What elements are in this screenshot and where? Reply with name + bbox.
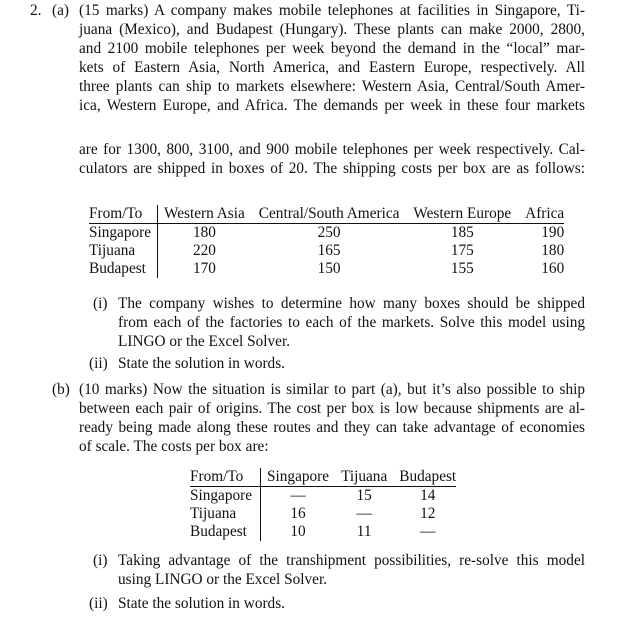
table-cell: 180 [541,242,565,259]
part-a-line: culators are shipped in boxes of 20. The shipping costs per box are as follows: [79,160,585,177]
part-b-line: (10 marks) Now the situation is similar to part (a), but it’s also possible to ship [79,381,585,398]
row-origin: Tijuana [190,505,261,523]
column-header: Central/South America [259,205,414,224]
sub-i-line: The company wishes to determine how many boxes should be shipped [118,295,585,312]
part-a-text [79,1,585,115]
table-cell: 15 [356,487,372,504]
part-b-label: (b) [52,381,70,398]
part-a-line: (15 marks) A company makes mobile telephones at facilities in Singapore, Ti- [79,2,585,19]
table-row [89,242,564,260]
table-cell: 14 [420,487,436,504]
table-cell: 160 [541,260,565,277]
column-header: Tijuana [341,468,399,487]
shipping-cost-table [89,205,564,278]
table-cell: 165 [317,242,341,259]
table-cell: 10 [290,523,306,540]
table-corner: From/To [89,205,158,224]
part-b-line: ready being made along these routes and they can take advantage of economies [79,419,585,436]
part-a-line: ica, Western Europe, and Africa. The demands per week in these four markets [79,97,585,114]
column-header: Africa [525,205,565,222]
part-a-sub-i-label: (i) [93,295,108,312]
sub-i-line: LINGO or the Excel Solver. [118,333,291,350]
table-row [190,523,456,541]
column-header: Budapest [399,468,457,485]
row-origin: Singapore [89,224,158,243]
table-row [190,487,456,506]
part-a-text-continued [79,140,585,178]
table-cell: 180 [192,224,216,241]
part-b-sub-i-text [118,551,585,589]
part-b-line: of scale. The costs per box are: [79,438,269,455]
row-origin: Tijuana [89,242,158,260]
row-origin: Singapore [190,487,261,506]
table-header-row [89,205,564,224]
table-row [89,260,564,278]
part-a-label: (a) [52,2,69,19]
row-origin: Budapest [190,523,261,541]
table-cell: 12 [420,505,436,522]
table-cell: 150 [317,260,341,277]
table-cell: 190 [541,224,565,241]
column-header: Western Europe [413,205,525,224]
column-header: Singapore [261,468,342,487]
table-cell: — [420,523,436,540]
part-a-line: are for 1300, 800, 3100, and 900 mobile telephones per week respectively. Cal- [79,141,585,158]
row-origin: Budapest [89,260,158,278]
part-a-line: juana (Mexico), and Budapest (Hungary). These plants can make 2000, 2800, [79,21,585,38]
part-a-sub-ii-label: (ii) [89,355,108,372]
transhipment-cost-table [190,468,456,541]
part-a-sub-ii-text: State the solution in words. [118,355,285,372]
table-cell: — [290,487,306,504]
table-cell: 16 [290,505,306,522]
table-header-row [190,468,456,487]
sub-i-line: Taking advantage of the transhipment possibilities, re-solve this model [118,552,585,569]
table-cell: 11 [356,523,372,540]
table-cell: 170 [192,260,216,277]
part-a-line: kets of Eastern Asia, North America, and Eastern Europe, respectively. All [79,59,585,76]
part-b-sub-ii-text: State the solution in words. [118,595,285,612]
table-cell: 220 [192,242,216,259]
part-b-sub-i-label: (i) [93,552,108,569]
part-b-line: between each pair of origins. The cost per box is low because shipments are al- [79,400,585,417]
question-number: 2. [30,2,42,19]
column-header: Western Asia [158,205,259,224]
part-b-sub-ii-label: (ii) [89,595,108,612]
part-b-text [79,380,585,456]
table-corner: From/To [190,468,261,487]
table-cell: — [356,505,372,522]
part-a-line: and 2100 mobile telephones per week beyond the demand in the “local” mar- [79,40,585,57]
table-cell: 250 [317,224,341,241]
table-cell: 155 [450,260,474,277]
part-a-line: three plants can ship to markets elsewhere: Western Asia, Central/South Amer- [79,78,585,95]
table-cell: 175 [450,242,474,259]
table-row [190,505,456,523]
part-a-sub-i-text [118,294,585,351]
table-row [89,224,564,243]
table-cell: 185 [450,224,474,241]
sub-i-line: from each of the factories to each of the markets. Solve this model using [118,314,585,331]
sub-i-line: using LINGO or the Excel Solver. [118,571,328,588]
